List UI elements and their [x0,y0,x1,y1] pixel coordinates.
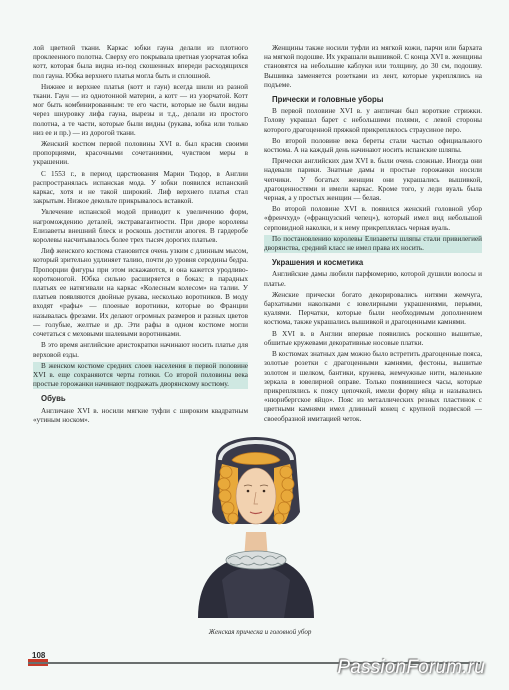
paragraph: Женские прически богато декорировались нитями жемчуга, бархатными наколками с ювелирными украшениями, перьями, куалями. Перчатки, которые были необходимым дополнением костюма, также украшались вышивкой и драгоценными камнями. [264,290,482,327]
section-heading-adornments: Украшения и косметика [272,258,364,268]
paragraph: Женщины также носили туфли из мягкой кожи, парчи или бархата на мягкой подошве. Их украшали вышивкой. С конца XVI в. женщины становятся на небольшие каблуки или толщину, до 30 см, подошву. Вышивка заменяется розетками из лент, которые укреплялись на подъеме. [264,44,482,89]
paragraph-highlighted: По постановлению королевы Елизаветы шляпы стали привилегией дворянства, средний класс не имел права их носить. [264,234,482,253]
figure-caption: Женская прическа и головной убор [208,628,312,636]
woman-headdress-illustration [192,420,320,618]
paragraph: Нижнее и верхнее платья (котт и гаун) всегда шили из разной ткани. Гаун — из однотонной материи, а котт — из узорчатой. Котт мог быть комбинированным: те его части, которые не были видны через шнуровку лифа гауна, вырезы и т.д., делали из простого полотна, а те части, которые были видны (рукава, юбка или только низ ее и пр.) — из дорогой ткани. [33,82,248,137]
right-column [264,44,482,426]
paragraph: Во второй половине века береты стали частью официального костюма. А на каждый день начинают носить испанские шляпы. [264,136,482,155]
left-column [33,44,248,427]
paragraph: Английские дамы любили парфюмерию, которой душили волосы и платье. [264,270,482,288]
paragraph: В это время английские аристократки начинают носить платье для верховой езды. [33,341,248,359]
paragraph: Женский костюм первой половины XVI в. был красив своими пропорциями, красочными сочетаниями, чувством меры в украшении. [33,140,248,167]
watermark-logo: PassionForum.ru [337,657,485,678]
section-heading-shoes: Обувь [41,394,66,404]
paragraph: В костюмах знатных дам можно было встретить драгоценные пояса, золотые розетки с драгоценными камнями, фестоны, вышитые золотом и шелком, бантики, кружева, жемчужные нити, маленькие зеркала в ювелирной оправе. Только появившиеся часы, которые прикреплялись к поясу цепочкой, имели форму яйца и назывались «нюрнбергское яйцо». Пояс из металлических резных пластинок с цветными камнями имел длинный конец с крупной подвеской — своеобразной имитацией четок. [264,350,482,423]
paragraph: Лиф женского костюма становится очень узким с длинным мысом, который зрительно удлиняет талию, почти до уровня середины бедра. Пропорции фигуры при этом искажаются, и она кажется уродливо-коротконогой. Юбка сильно расширяется в боках; в парадных платьях ее натягивали на каркас «Колесным колесом» на талии. У платьев появляются двойные рукава, несколько воротников. В моду входят «рафы» — плоеные воротники, которые во Франции называлась фрезами. Их делают огромных размеров и разных цветов — голубые, желтые и др. Эти рафы в одном костюме могли сочетаться с меховыми шалевыми воротниками. [33,247,248,339]
section-heading-hair: Прически и головные уборы [272,95,384,105]
ruff-collar [226,551,286,569]
page-number: 108 [32,651,46,660]
paragraph: Увлечение испанской модой приводит к увеличению форм, нагромождению деталей, экстравагантности. При дворе королевы Елизаветы внешний блеск и роскошь достигли апогея. В гардеробе королевы насчитывалось более трех тысяч дорогих платьев. [33,208,248,245]
face [236,468,276,524]
paragraph-highlighted: В женском костюме средних слоев населения в первой половине XVI в. еще сохраняются черты готики. Со второй половины века простые горожанки начинают подражать дворянскому костюму. [33,361,248,389]
paragraph: В XVI в. в Англии впервые появились роскошно вышитые, обшитые кружевами декоративные носовые платки. [264,329,482,347]
paragraph: Англичане XVI в. носили мягкие туфли с широким квадратным «утиным носком». [33,406,248,424]
paragraph: Во второй половине XVI в. появился женский головной убор «френчхуд» («французский чепец»), который имел вид небольшой серповидной наколки, и к нему прикреплялась черная вуаль. [264,205,482,232]
paragraph: Прически английских дам XVI в. были очень сложные. Иногда они надевали парики. Знатные дамы и простые горожанки носили чепчики. У богатых женщин они украшались вышивкой, драгоценностями и имели каркас. Кроме того, у леди вуаль была черная, а у простых женщин — белая. [264,157,482,203]
paragraph: лой цветной ткани. Каркас юбки гауна делали из плотного проклеенного полотна. Сверху его покрывала цветная узорчатая юбка котт, которая была видна из-под скошенных впереди расходящихся пол гауна. Юбка верхнего платья могла быть и сплошной. [33,44,248,80]
paragraph: С 1553 г., в период царствования Марии Тюдор, в Англии распространялась испанская мода. У юбки появился испанский каркас, хотя и не такой широкий. Лиф верхнего платья стал закрытым. Низкое декольте прикрывалось вставкой. [33,169,248,206]
paragraph: В первой половине XVI в. у англичан был короткие стрижки. Голову украшал барет с небольшими полями, с левой стороны которого драгоценной пряжкой прикреплялось страусиное перо. [264,107,482,134]
